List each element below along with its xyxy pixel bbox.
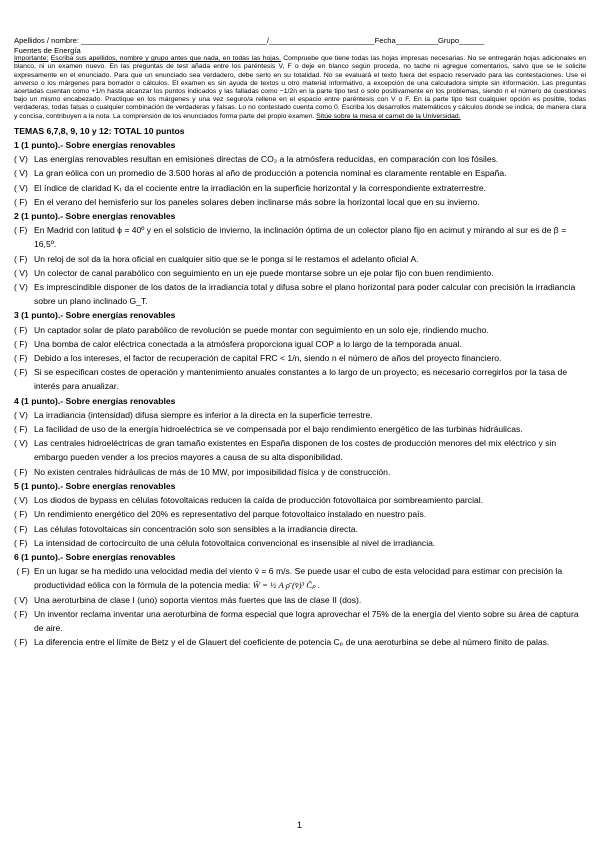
exam-body (14, 124, 586, 650)
power-formula: W̄ = ½ A ρ̄ (v̄)³ C̄ₚ . (252, 580, 320, 591)
exam-page (14, 36, 586, 649)
question-text: La irradiancia (intensidad) difusa siempre es inferior a la directa en la superficie terrestre. (34, 409, 373, 420)
answer-mark[interactable]: ( F) (14, 353, 28, 364)
name-line: Apellidos / nombre: ____________________________________________/_________________________Fecha__________Grupo______ (14, 36, 485, 45)
question-item (14, 252, 586, 266)
answer-mark[interactable]: ( F) (14, 424, 28, 435)
page-number: 1 (296, 820, 302, 830)
instructions-label: Importante: (14, 55, 49, 63)
question-text: Un colector de canal parabólico con seguimiento en un eje puede montarse sobre un eje polar fijo con buen rendimiento. (34, 267, 494, 278)
topics-line: TEMAS 6,7,8, 9, 10 y 12: TOTAL 10 puntos (14, 125, 185, 136)
question-item (14, 536, 586, 550)
question-text-main: En un lugar se ha medido una velocidad media del viento v̄ = 6 m/s. Se puede usar el cubo de esta velocidad para estimar con precisión la productividad eólica con la fórmula de la potencia media: (34, 566, 563, 591)
question-item (14, 607, 586, 635)
answer-mark[interactable]: ( F) (14, 637, 28, 648)
answer-mark[interactable]: ( V) (14, 267, 28, 278)
answer-mark[interactable]: ( F) (14, 367, 28, 378)
instructions-block (14, 55, 586, 121)
question-item (14, 181, 586, 195)
exam-header (14, 36, 586, 55)
question-item (14, 323, 586, 337)
answer-mark[interactable]: ( V) (14, 409, 28, 420)
question-text: La diferencia entre el límite de Betz y el de Glauert del coeficiente de potencia Cₚ de una aeroturbina se debe al número finito de palas. (34, 637, 550, 648)
instructions-text: Compruebe que tiene todas las hojas impresas necesarias. No se entregarán hojas adicionales en blanco, ni un examen nuevo. En las preguntas de test añada entre los paréntesis V, F o deje en blanco según proceda, no tache ni agregue comentarios, salvo que se le solicite expresamente en el enunciado. Para que un enunciado sea verdadero, debe serlo en su totalidad. No se evaluará el texto fuera del espacio reservado para las contestaciones. Use el anverso o los márgenes para borrador o cálculos. El examen es sin ayuda de textos u otro material informativo, a excepción de una calculadora simple sin información. Las preguntas acertadas cuentan como +1/n hasta alcanzar los puntos indicados y las falladas como −1/2n en la parte tipo test o solo positivamente en los problemas, siendo n el número de cuestiones bajo un mismo encabezado. Practique en los márgenes y una vez seguro/a rellene en el espacio entre paréntesis con V o F. En la parte tipo test cualquier opción es posible, todas verdaderas, todas falsas o cualquier combinación de verdaderas y falsas. Lo no contestado cuenta como 0. Escriba los desarrollos matemáticos y cálculos donde se indica, de manera clara y concisa, contribuyen a la nota. La comprensión de los enunciados forma parte del propio examen. (14, 55, 587, 120)
question-text: En Madrid con latitud ϕ = 40º y en el solsticio de invierno, la inclinación óptima de un colector plano fijo en acimut y mirando al sur es de β = 16,5º. (34, 225, 567, 250)
question-text: Una bomba de calor eléctrica conectada a la atmósfera proporciona igual COP a lo largo de la temporada anual. (34, 338, 462, 349)
question-item (14, 408, 586, 422)
answer-mark[interactable]: ( V) (14, 594, 28, 605)
question-text: Debido a los intereses, el factor de recuperación de capital FRC < 1/n, siendo n el número de años del proyecto financiero. (34, 353, 502, 364)
question-text: Es imprescindible disponer de los datos de la irradiancia total y difusa sobre el plano horizontal para poder calcular con precisión la irradiancia sobre un plano inclinado G_T. (34, 282, 576, 307)
question-text: Las centrales hidroeléctricas de gran tamaño existentes en España disponen de los costes de producción menores del mix eléctrico y sin embargo pueden vender a los precios mayores a causa de su alta disponibilidad. (34, 438, 557, 463)
question-item (14, 195, 586, 209)
question-text: Un inventor reclama inventar una aeroturbina de forma especial que logra aprovechar el 75% de la energía del viento sobre su área de captura de aire. (34, 608, 579, 633)
question-text: La intensidad de cortocircuito de una célula fotovoltaica convencional es insensible al nivel de irradiancia. (34, 537, 436, 548)
question-text: Un captador solar de plato parabólico de revolución se puede montar con seguimiento en un solo eje, rindiendo mucho. (34, 324, 489, 335)
question-item (14, 564, 586, 592)
question-item (14, 337, 586, 351)
section-title: 2 (1 punto).- Sobre energías renovables (14, 211, 176, 222)
section-title: 1 (1 punto).- Sobre energías renovables (14, 140, 176, 151)
question-item (14, 436, 586, 464)
question-text: Un reloj de sol da la hora oficial en cualquier sitio que se le ponga si le restamos el adelanto oficial A. (34, 253, 419, 264)
answer-mark[interactable]: ( F) (14, 253, 28, 264)
answer-mark[interactable]: ( F) (14, 537, 28, 548)
answer-mark[interactable]: ( F) (14, 466, 28, 477)
question-text: La gran eólica con un promedio de 3.500 horas al año de producción a potencia nominal es claramente rentable en España. (34, 168, 507, 179)
answer-mark[interactable]: ( F) (14, 566, 30, 577)
question-item (14, 223, 586, 251)
question-text: La facilidad de uso de la energía hidroeléctrica se ve compensada por el bajo rendimiento energético de las turbinas hidráulicas. (34, 424, 523, 435)
answer-mark[interactable]: ( F) (14, 225, 28, 236)
answer-mark[interactable]: ( V) (14, 154, 28, 165)
question-item (14, 166, 586, 180)
question-item (14, 351, 586, 365)
section-title: 4 (1 punto).- Sobre energías renovables (14, 395, 176, 406)
answer-mark[interactable]: ( F) (14, 509, 28, 520)
question-text: En el verano del hemisferio sur los paneles solares deben inclinarse más sobre la horizontal local que en su invierno. (34, 196, 480, 207)
question-item (14, 365, 586, 393)
section-title: 5 (1 punto).- Sobre energías renovables (14, 480, 176, 491)
answer-mark[interactable]: ( V) (14, 168, 28, 179)
answer-mark[interactable]: ( V) (14, 282, 28, 293)
question-item (14, 635, 586, 649)
question-text: El índice de claridad Kₜ da el cociente entre la irradiación en la superficie horizontal y la correspondiente extraterrestre. (34, 182, 487, 193)
answer-mark[interactable]: ( F) (14, 324, 28, 335)
answer-mark[interactable]: ( F) (14, 608, 28, 619)
question-item (14, 152, 586, 166)
question-text: Una aeroturbina de clase I (uno) soporta vientos más fuertes que las de clase II (dos). (34, 594, 362, 605)
instructions-underlined-end: Sitúe sobre la mesa el carnet de la Universidad. (316, 112, 461, 120)
question-text: Si se especifican costes de operación y mantenimiento anuales constantes a lo largo de un proyecto, es necesario corregirlos por la tasa de interés para anualizar. (34, 367, 568, 392)
question-text: No existen centrales hidráulicas de más de 10 MW, por imposibilidad física y de construcción. (34, 466, 391, 477)
question-item (14, 422, 586, 436)
question-item (14, 280, 586, 308)
subject-title: Fuentes de Energía (14, 45, 81, 55)
question-text: Los diodos de bypass en células fotovoltaicas reducen la caída de producción fotovoltaica por sombreamiento parcial. (34, 495, 484, 506)
answer-mark[interactable]: ( V) (14, 182, 28, 193)
question-item (14, 493, 586, 507)
question-text: Un rendimiento energético del 20% es representativo del parque fotovoltaico instalado en nuestro país. (34, 509, 427, 520)
answer-mark[interactable]: ( V) (14, 438, 28, 449)
question-item (14, 522, 586, 536)
question-item (14, 465, 586, 479)
answer-mark[interactable]: ( V) (14, 495, 28, 506)
question-text: Las energías renovables resultan en emisiones directas de CO₂ a la atmósfera reducidas, en comparación con los fósiles. (34, 154, 499, 165)
question-item (14, 593, 586, 607)
question-text (34, 564, 586, 592)
question-text: Las células fotovoltaicas sin concentración solo son sensibles a la irradiancia directa. (34, 523, 358, 534)
question-item (14, 507, 586, 521)
section-title: 3 (1 punto).- Sobre energías renovables (14, 310, 176, 321)
section-title: 6 (1 punto).- Sobre energías renovables (14, 551, 176, 562)
instructions-underlined: Escriba sus apellidos, nombre y grupo antes que nada, en todas las hojas. (50, 55, 281, 63)
answer-mark[interactable]: ( F) (14, 338, 28, 349)
question-item (14, 266, 586, 280)
answer-mark[interactable]: ( F) (14, 523, 28, 534)
answer-mark[interactable]: ( F) (14, 196, 28, 207)
